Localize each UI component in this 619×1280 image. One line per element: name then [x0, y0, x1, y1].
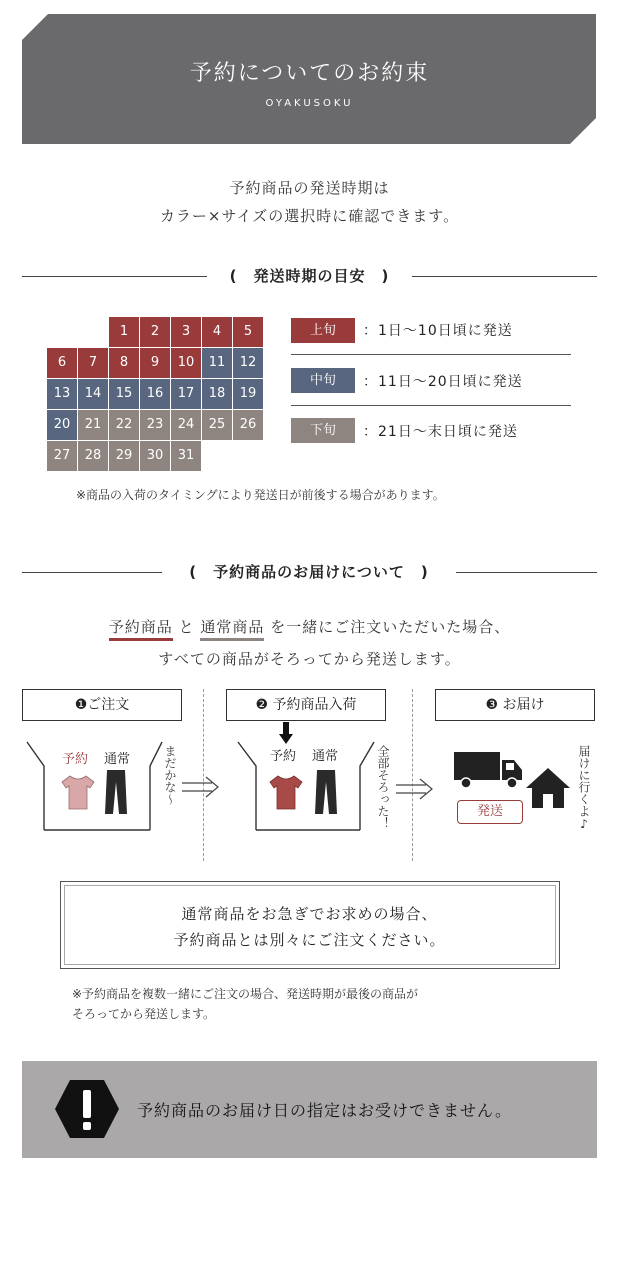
calendar-day: 13 [47, 379, 77, 409]
calendar-day: 31 [171, 441, 201, 471]
page-subtitle: OYAKUSOKU [265, 98, 354, 109]
calendar-day: 11 [202, 348, 232, 378]
calendar-day: 1 [109, 317, 139, 347]
delivery-line1 [0, 613, 619, 641]
order-reserved-label: 予約 [62, 752, 89, 767]
deliver-text: 届けに行くよ♪ [577, 745, 591, 831]
badge-late: 下旬 [291, 418, 355, 443]
calendar-day: 22 [109, 410, 139, 440]
badge-early: 上旬 [291, 318, 355, 343]
calendar-day: 12 [233, 348, 263, 378]
calendar-day: 5 [233, 317, 263, 347]
arrival-note: ※商品の入荷のタイミングにより発送日が前後する場合があります。 [76, 488, 445, 502]
arrow-right-icon [180, 775, 220, 799]
complete-text: 全部そろった！ [376, 745, 390, 829]
calendar-day: 19 [233, 379, 263, 409]
step-delivery: ❸ お届け [435, 689, 595, 721]
step-order: ❶ご注文 [22, 689, 182, 721]
calendar-day: 10 [171, 348, 201, 378]
delivery-rest: を一緒にご注文いただいた場合、 [270, 618, 511, 636]
tshirt-pink-icon [58, 773, 98, 813]
calendar-day: 17 [171, 379, 201, 409]
calendar-day: 25 [202, 410, 232, 440]
page-title: 予約についてのお約束 [189, 61, 430, 86]
calendar-day: 9 [140, 348, 170, 378]
legend-mid-text: ：11日〜20日頃に発送 [363, 374, 523, 390]
section1-title: ( 発送時期の目安 ) [229, 267, 390, 285]
calendar-day: 6 [47, 348, 77, 378]
section2-line-right [456, 572, 597, 573]
calendar-day: 29 [109, 441, 139, 471]
calendar-day: 20 [47, 410, 77, 440]
legend-early-text: ：1日〜10日頃に発送 [363, 323, 513, 339]
calendar-day: 15 [109, 379, 139, 409]
calendar-day: 21 [78, 410, 108, 440]
legend-divider [291, 354, 571, 355]
step-separator [412, 689, 413, 861]
calendar-day: 3 [171, 317, 201, 347]
arrival-regular-label: 通常 [312, 749, 339, 764]
calendar-day: 16 [140, 379, 170, 409]
reserved-product-label: 予約商品 [109, 618, 173, 641]
calendar-day: 4 [202, 317, 232, 347]
legend-divider [291, 405, 571, 406]
calendar-day: 24 [171, 410, 201, 440]
calendar-day: 8 [109, 348, 139, 378]
intro-line2: カラー×サイズの選択時に確認できます。 [159, 207, 460, 225]
calendar-day: 28 [78, 441, 108, 471]
pants-icon [103, 768, 129, 816]
calendar-day: 7 [78, 348, 108, 378]
calendar-day: 18 [202, 379, 232, 409]
section2-line-left [22, 572, 162, 573]
exclamation-icon [53, 1078, 121, 1140]
connector-text: と [178, 618, 195, 636]
pants-icon [313, 768, 339, 816]
section2-title: ( 予約商品のお届けについて ) [189, 563, 429, 581]
house-icon [524, 766, 572, 810]
arrival-reserved-label: 予約 [270, 749, 297, 764]
notice-line2: 予約商品とは別々にご注文ください。 [173, 931, 446, 949]
calendar-day: 14 [78, 379, 108, 409]
step-arrival: ❷ 予約商品入荷 [226, 689, 386, 721]
truck-icon [452, 750, 524, 790]
calendar-day: 30 [140, 441, 170, 471]
section1-line-left [22, 276, 207, 277]
waiting-text: まだかな〜 [163, 745, 177, 805]
multi-order-note-line1: ※予約商品を複数一緒にご注文の場合、発送時期が最後の商品が [72, 987, 419, 1001]
arrow-right-icon [394, 777, 434, 801]
section1-line-right [412, 276, 597, 277]
calendar-day: 23 [140, 410, 170, 440]
multi-order-note-line2: そろってから発送します。 [72, 1007, 216, 1021]
delivery-line2: すべての商品がそろってから発送します。 [158, 650, 461, 668]
warning-text: 予約商品のお届け日の指定はお受けできません。 [137, 1101, 512, 1120]
tshirt-red-icon [266, 773, 306, 813]
intro-line1: 予約商品の発送時期は [229, 179, 390, 197]
calendar-day: 2 [140, 317, 170, 347]
calendar-day: 27 [47, 441, 77, 471]
ship-stamp: 発送 [457, 800, 523, 824]
calendar-day: 26 [233, 410, 263, 440]
legend-late-text: ：21日〜末日頃に発送 [363, 424, 518, 440]
regular-product-label: 通常商品 [200, 618, 264, 641]
notice-line1: 通常商品をお急ぎでお求めの場合、 [181, 905, 438, 923]
order-regular-label: 通常 [104, 752, 131, 767]
badge-mid: 中旬 [291, 368, 355, 393]
